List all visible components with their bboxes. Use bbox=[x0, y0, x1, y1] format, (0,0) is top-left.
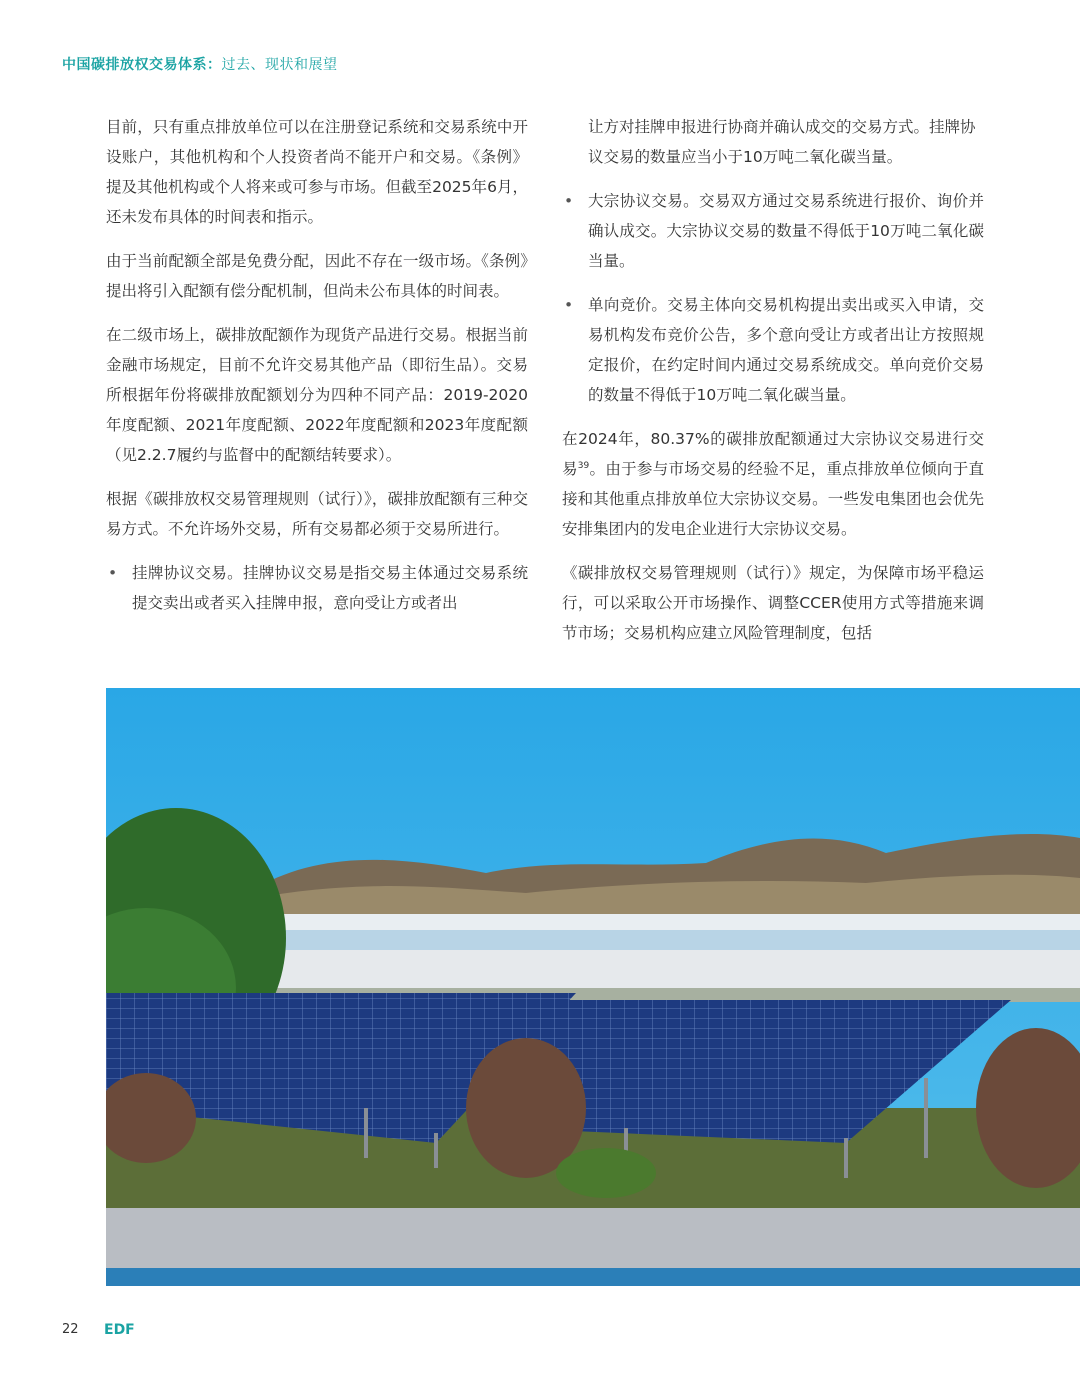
list-item-text: 大宗协议交易。交易双方通过交易系统进行报价、询价并确认成交。大宗协议交易的数量不得低于10万吨二氧化碳当量。 bbox=[588, 192, 984, 270]
header-title: 中国碳排放权交易体系： bbox=[62, 57, 222, 73]
bullet-icon: • bbox=[108, 564, 118, 582]
paragraph bbox=[562, 424, 984, 544]
footnote-ref: 39 bbox=[577, 460, 590, 471]
solar-farm-photo bbox=[106, 688, 1080, 1286]
right-text-column bbox=[562, 112, 984, 662]
paragraph-text: 在2024年，80.37%的碳排放配额通过大宗协议交易进行交易 bbox=[562, 430, 984, 478]
paragraph-text: 。由于参与市场交易的经验不足，重点排放单位倾向于直接和其他重点排放单位大宗协议交易。一些发电集团也会优先安排集团内的发电企业进行大宗协议交易。 bbox=[562, 460, 984, 538]
list-item-text: 挂牌协议交易。挂牌协议交易是指交易主体通过交易系统提交卖出或者买入挂牌申报，意向受让方或者出 bbox=[132, 564, 528, 612]
bullet-icon: • bbox=[564, 192, 574, 210]
paragraph: 《碳排放权交易管理规则（试行）》规定，为保障市场平稳运行，可以采取公开市场操作、调整CCER使用方式等措施来调节市场；交易机构应建立风险管理制度，包括 bbox=[562, 564, 984, 642]
paragraph: 目前，只有重点排放单位可以在注册登记系统和交易系统中开设账户，其他机构和个人投资者尚不能开户和交易。《条例》提及其他机构或个人将来或可参与市场。但截至2025年6月，还未发布具体的时间表和指示。 bbox=[106, 118, 528, 226]
list-item bbox=[562, 186, 984, 276]
paragraph: 根据《碳排放权交易管理规则（试行）》，碳排放配额有三种交易方式。不允许场外交易，所有交易都必须于交易所进行。 bbox=[106, 490, 528, 538]
list-item-continuation: 让方对挂牌申报进行协商并确认成交的交易方式。挂牌协议交易的数量应当小于10万吨二氧化碳当量。 bbox=[588, 118, 976, 166]
bullet-icon: • bbox=[564, 296, 574, 314]
page-footer bbox=[62, 1322, 135, 1338]
brand-logo: EDF bbox=[104, 1322, 135, 1338]
header-subtitle: 过去、现状和展望 bbox=[221, 57, 338, 73]
page-number: 22 bbox=[62, 1322, 79, 1337]
paragraph: 由于当前配额全部是免费分配，因此不存在一级市场。《条例》提出将引入配额有偿分配机制，但尚未公布具体的时间表。 bbox=[106, 252, 528, 300]
list-item bbox=[106, 558, 528, 618]
list-item-text: 单向竞价。交易主体向交易机构提出卖出或买入申请，交易机构发布竞价公告，多个意向受让方或者出让方按照规定报价，在约定时间内通过交易系统成交。单向竞价交易的数量不得低于10万吨二氧化碳当量。 bbox=[588, 296, 984, 404]
list-item bbox=[562, 290, 984, 410]
left-text-column bbox=[106, 112, 528, 632]
bullet-list bbox=[562, 186, 984, 410]
running-header bbox=[62, 54, 338, 74]
paragraph: 在二级市场上，碳排放配额作为现货产品进行交易。根据当前金融市场规定，目前不允许交易其他产品（即衍生品）。交易所根据年份将碳排放配额划分为四种不同产品：2019-2020年度配额、2021年度配额、2022年度配额和2023年度配额（见2.2.7履约与监督中的配额结转要求）。 bbox=[106, 326, 528, 464]
bullet-list bbox=[106, 558, 528, 618]
